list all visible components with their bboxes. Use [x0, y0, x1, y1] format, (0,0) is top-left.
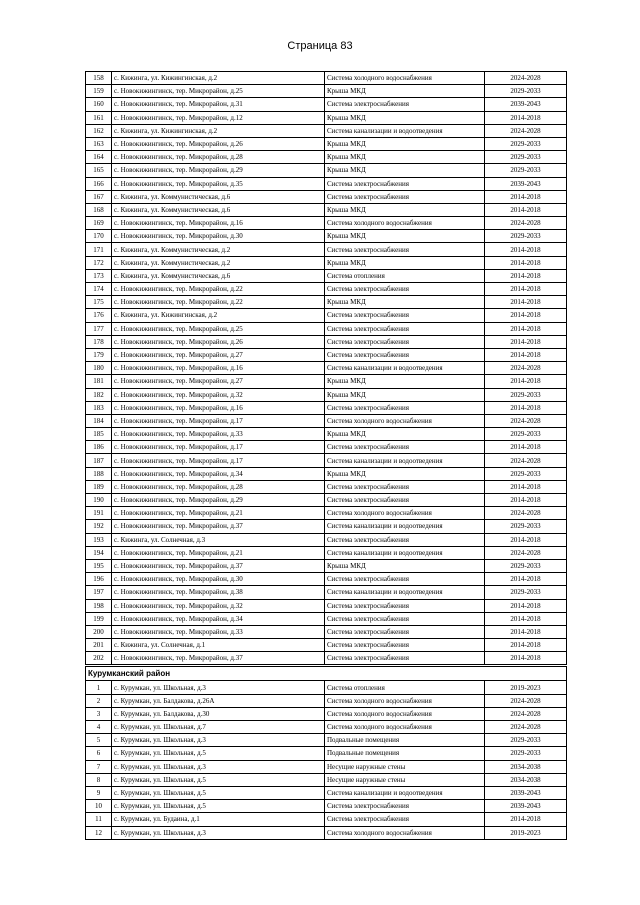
address-cell: с. Новокижингинск, тер. Микрорайон, д.33: [112, 428, 325, 441]
row-number: 190: [86, 494, 112, 507]
address-cell: с. Кижинга, ул. Кижингинская, д.2: [112, 309, 325, 322]
period-cell: 2029-2033: [485, 151, 567, 164]
table-row: [86, 322, 567, 335]
row-number: 159: [86, 85, 112, 98]
address-cell: с. Новокижингинск, тер. Микрорайон, д.28: [112, 151, 325, 164]
period-cell: 2024-2028: [485, 124, 567, 137]
period-cell: 2024-2028: [485, 362, 567, 375]
table-row: [86, 309, 567, 322]
period-cell: 2024-2028: [485, 414, 567, 427]
row-number: 163: [86, 137, 112, 150]
system-cell: Система электроснабжения: [325, 322, 485, 335]
row-number: 165: [86, 164, 112, 177]
table-row: [86, 494, 567, 507]
row-number: 3: [86, 707, 112, 720]
address-cell: с. Новокижингинск, тер. Микрорайон, д.22: [112, 283, 325, 296]
row-number: 192: [86, 520, 112, 533]
period-cell: 2029-2033: [485, 559, 567, 572]
address-cell: с. Новокижингинск, тер. Микрорайон, д.33: [112, 625, 325, 638]
system-cell: Система канализации и водоотведения: [325, 362, 485, 375]
row-number: 11: [86, 813, 112, 826]
table-row: [86, 388, 567, 401]
system-cell: Система электроснабжения: [325, 401, 485, 414]
row-number: 199: [86, 612, 112, 625]
period-cell: 2024-2028: [485, 546, 567, 559]
address-cell: с. Курумкан, ул. Школьная, д.5: [112, 786, 325, 799]
address-cell: с. Новокижингинск, тер. Микрорайон, д.22: [112, 296, 325, 309]
row-number: 7: [86, 760, 112, 773]
table-row: [86, 269, 567, 282]
period-cell: 2029-2033: [485, 747, 567, 760]
system-cell: Система электроснабжения: [325, 309, 485, 322]
system-cell: Крыша МКД: [325, 230, 485, 243]
address-cell: с. Кижинга, ул. Коммунистическая, д.2: [112, 256, 325, 269]
period-cell: 2024-2028: [485, 694, 567, 707]
table-row: [86, 586, 567, 599]
period-cell: 2024-2028: [485, 707, 567, 720]
system-cell: Система отопления: [325, 269, 485, 282]
address-cell: с. Новокижингинск, тер. Микрорайон, д.17: [112, 414, 325, 427]
row-number: 202: [86, 652, 112, 666]
table-row: [86, 151, 567, 164]
address-cell: с. Новокижингинск, тер. Микрорайон, д.30: [112, 230, 325, 243]
period-cell: 2029-2033: [485, 164, 567, 177]
system-cell: Крыша МКД: [325, 388, 485, 401]
table-row: [86, 773, 567, 786]
address-cell: с. Курумкан, ул. Будаина, д.1: [112, 813, 325, 826]
row-number: 168: [86, 203, 112, 216]
row-number: 200: [86, 625, 112, 638]
system-cell: Система электроснабжения: [325, 813, 485, 826]
period-cell: 2014-2018: [485, 573, 567, 586]
table-row: [86, 652, 567, 666]
period-cell: 2039-2043: [485, 800, 567, 813]
system-cell: Система электроснабжения: [325, 98, 485, 111]
row-number: 162: [86, 124, 112, 137]
system-cell: Крыша МКД: [325, 164, 485, 177]
section-header-group: [86, 666, 567, 681]
table-row: [86, 694, 567, 707]
address-cell: с. Новокижингинск, тер. Микрорайон, д.38: [112, 586, 325, 599]
address-cell: с. Новокижингинск, тер. Микрорайон, д.25: [112, 322, 325, 335]
table-row: [86, 243, 567, 256]
system-cell: Система канализации и водоотведения: [325, 786, 485, 799]
address-cell: с. Новокижингинск, тер. Микрорайон, д.28: [112, 480, 325, 493]
row-number: 172: [86, 256, 112, 269]
period-cell: 2014-2018: [485, 203, 567, 216]
address-cell: с. Курумкан, ул. Школьная, д.3: [112, 760, 325, 773]
row-number: 1: [86, 681, 112, 694]
address-cell: с. Новокижингинск, тер. Микрорайон, д.26: [112, 335, 325, 348]
table-row: [86, 533, 567, 546]
address-cell: с. Кижинга, ул. Солнечная, д.1: [112, 639, 325, 652]
period-cell: 2034-2038: [485, 773, 567, 786]
address-cell: с. Новокижингинск, тер. Микрорайон, д.34: [112, 612, 325, 625]
period-cell: 2014-2018: [485, 813, 567, 826]
period-cell: 2019-2023: [485, 681, 567, 694]
system-cell: Система электроснабжения: [325, 348, 485, 361]
address-cell: с. Новокижингинск, тер. Микрорайон, д.16: [112, 362, 325, 375]
system-cell: Система электроснабжения: [325, 652, 485, 666]
system-cell: Система электроснабжения: [325, 441, 485, 454]
system-cell: Система холодного водоснабжения: [325, 707, 485, 720]
period-cell: 2014-2018: [485, 401, 567, 414]
period-cell: 2029-2033: [485, 230, 567, 243]
row-number: 181: [86, 375, 112, 388]
row-number: 201: [86, 639, 112, 652]
address-cell: с. Новокижингинск, тер. Микрорайон, д.30: [112, 573, 325, 586]
table-row: [86, 217, 567, 230]
period-cell: 2024-2028: [485, 454, 567, 467]
row-number: 9: [86, 786, 112, 799]
period-cell: 2014-2018: [485, 348, 567, 361]
row-number: 176: [86, 309, 112, 322]
system-cell: Система электроснабжения: [325, 573, 485, 586]
table-row: [86, 480, 567, 493]
address-cell: с. Курумкан, ул. Школьная, д.7: [112, 721, 325, 734]
table-row: [86, 124, 567, 137]
period-cell: 2014-2018: [485, 111, 567, 124]
row-number: 2: [86, 694, 112, 707]
section-header-row: [86, 666, 567, 681]
system-cell: Система электроснабжения: [325, 283, 485, 296]
system-cell: Система электроснабжения: [325, 599, 485, 612]
period-cell: 2024-2028: [485, 507, 567, 520]
system-cell: Система электроснабжения: [325, 177, 485, 190]
row-number: 189: [86, 480, 112, 493]
address-cell: с. Курумкан, ул. Балдакова, д.30: [112, 707, 325, 720]
system-cell: Крыша МКД: [325, 151, 485, 164]
system-cell: Система холодного водоснабжения: [325, 414, 485, 427]
address-cell: с. Новокижингинск, тер. Микрорайон, д.29: [112, 494, 325, 507]
table-row: [86, 428, 567, 441]
row-number: 196: [86, 573, 112, 586]
system-cell: Система канализации и водоотведения: [325, 586, 485, 599]
period-cell: 2014-2018: [485, 480, 567, 493]
period-cell: 2024-2028: [485, 217, 567, 230]
system-cell: Система холодного водоснабжения: [325, 826, 485, 839]
system-cell: Система холодного водоснабжения: [325, 217, 485, 230]
row-number: 177: [86, 322, 112, 335]
system-cell: Система канализации и водоотведения: [325, 546, 485, 559]
row-number: 174: [86, 283, 112, 296]
table-row: [86, 734, 567, 747]
address-cell: с. Новокижингинск, тер. Микрорайон, д.34: [112, 467, 325, 480]
row-number: 179: [86, 348, 112, 361]
period-cell: 2039-2043: [485, 98, 567, 111]
system-cell: Крыша МКД: [325, 85, 485, 98]
address-cell: с. Новокижингинск, тер. Микрорайон, д.12: [112, 111, 325, 124]
table-row: [86, 401, 567, 414]
system-cell: Система холодного водоснабжения: [325, 72, 485, 85]
table-row: [86, 137, 567, 150]
period-cell: 2029-2033: [485, 85, 567, 98]
period-cell: 2014-2018: [485, 625, 567, 638]
row-number: 185: [86, 428, 112, 441]
address-cell: с. Курумкан, ул. Балдакова, д.26А: [112, 694, 325, 707]
address-cell: с. Новокижингинск, тер. Микрорайон, д.17: [112, 441, 325, 454]
row-number: 186: [86, 441, 112, 454]
row-number: 158: [86, 72, 112, 85]
period-cell: 2014-2018: [485, 652, 567, 666]
row-number: 180: [86, 362, 112, 375]
address-cell: с. Новокижингинск, тер. Микрорайон, д.37: [112, 652, 325, 666]
system-cell: Крыша МКД: [325, 467, 485, 480]
address-cell: с. Курумкан, ул. Школьная, д.5: [112, 747, 325, 760]
period-cell: 2029-2033: [485, 388, 567, 401]
address-cell: с. Новокижингинск, тер. Микрорайон, д.21: [112, 507, 325, 520]
table-row: [86, 190, 567, 203]
row-number: 197: [86, 586, 112, 599]
table-body-part-1: [86, 72, 567, 666]
table-row: [86, 559, 567, 572]
row-number: 10: [86, 800, 112, 813]
row-number: 164: [86, 151, 112, 164]
period-cell: 2014-2018: [485, 283, 567, 296]
period-cell: 2014-2018: [485, 296, 567, 309]
system-cell: Система канализации и водоотведения: [325, 454, 485, 467]
table-row: [86, 230, 567, 243]
row-number: 6: [86, 747, 112, 760]
row-number: 160: [86, 98, 112, 111]
table-row: [86, 85, 567, 98]
period-cell: 2029-2033: [485, 520, 567, 533]
section-title: Курумканский район: [86, 666, 567, 681]
address-cell: с. Новокижингинск, тер. Микрорайон, д.37: [112, 559, 325, 572]
row-number: 193: [86, 533, 112, 546]
address-cell: с. Новокижингинск, тер. Микрорайон, д.17: [112, 454, 325, 467]
table-row: [86, 546, 567, 559]
address-cell: с. Курумкан, ул. Школьная, д.5: [112, 773, 325, 786]
period-cell: 2029-2033: [485, 467, 567, 480]
table-row: [86, 467, 567, 480]
row-number: 178: [86, 335, 112, 348]
table-row: [86, 707, 567, 720]
table-row: [86, 72, 567, 85]
system-cell: Система электроснабжения: [325, 243, 485, 256]
row-number: 4: [86, 721, 112, 734]
table-row: [86, 520, 567, 533]
table-row: [86, 625, 567, 638]
row-number: 183: [86, 401, 112, 414]
period-cell: 2014-2018: [485, 441, 567, 454]
system-cell: Система отопления: [325, 681, 485, 694]
table-row: [86, 721, 567, 734]
period-cell: 2014-2018: [485, 309, 567, 322]
table-row: [86, 164, 567, 177]
row-number: 191: [86, 507, 112, 520]
repair-schedule-table: [85, 71, 567, 840]
system-cell: Система электроснабжения: [325, 335, 485, 348]
system-cell: Крыша МКД: [325, 375, 485, 388]
period-cell: 2014-2018: [485, 256, 567, 269]
period-cell: 2014-2018: [485, 599, 567, 612]
row-number: 173: [86, 269, 112, 282]
period-cell: 2014-2018: [485, 375, 567, 388]
system-cell: Крыша МКД: [325, 256, 485, 269]
address-cell: с. Курумкан, ул. Школьная, д.3: [112, 734, 325, 747]
table-row: [86, 786, 567, 799]
system-cell: Несущие наружные стены: [325, 773, 485, 786]
address-cell: с. Кижинга, ул. Коммунистическая, д.2: [112, 243, 325, 256]
address-cell: с. Новокижингинск, тер. Микрорайон, д.21: [112, 546, 325, 559]
row-number: 184: [86, 414, 112, 427]
table-row: [86, 362, 567, 375]
period-cell: 2024-2028: [485, 72, 567, 85]
row-number: 167: [86, 190, 112, 203]
period-cell: 2014-2018: [485, 612, 567, 625]
address-cell: с. Новокижингинск, тер. Микрорайон, д.31: [112, 98, 325, 111]
row-number: 5: [86, 734, 112, 747]
address-cell: с. Кижинга, ул. Кижингинская, д.2: [112, 124, 325, 137]
period-cell: 2039-2043: [485, 786, 567, 799]
table-row: [86, 441, 567, 454]
period-cell: 2024-2028: [485, 721, 567, 734]
system-cell: Крыша МКД: [325, 296, 485, 309]
address-cell: с. Новокижингинск, тер. Микрорайон, д.37: [112, 520, 325, 533]
row-number: 198: [86, 599, 112, 612]
table-row: [86, 177, 567, 190]
address-cell: с. Курумкан, ул. Школьная, д.5: [112, 800, 325, 813]
system-cell: Система холодного водоснабжения: [325, 694, 485, 707]
row-number: 12: [86, 826, 112, 839]
table-row: [86, 747, 567, 760]
address-cell: с. Новокижингинск, тер. Микрорайон, д.27: [112, 348, 325, 361]
address-cell: с. Кижинга, ул. Коммунистическая, д.6: [112, 203, 325, 216]
system-cell: Крыша МКД: [325, 137, 485, 150]
system-cell: Система холодного водоснабжения: [325, 507, 485, 520]
system-cell: Крыша МКД: [325, 559, 485, 572]
row-number: 194: [86, 546, 112, 559]
address-cell: с. Кижинга, ул. Коммунистическая, д.6: [112, 269, 325, 282]
table-row: [86, 283, 567, 296]
address-cell: с. Новокижингинск, тер. Микрорайон, д.29: [112, 164, 325, 177]
row-number: 161: [86, 111, 112, 124]
table-row: [86, 203, 567, 216]
system-cell: Система электроснабжения: [325, 480, 485, 493]
system-cell: Подвальные помещения: [325, 734, 485, 747]
system-cell: Подвальные помещения: [325, 747, 485, 760]
address-cell: с. Новокижингинск, тер. Микрорайон, д.16: [112, 217, 325, 230]
period-cell: 2029-2033: [485, 734, 567, 747]
period-cell: 2014-2018: [485, 533, 567, 546]
table-row: [86, 813, 567, 826]
system-cell: Система электроснабжения: [325, 190, 485, 203]
table-row: [86, 639, 567, 652]
table-row: [86, 296, 567, 309]
address-cell: с. Новокижингинск, тер. Микрорайон, д.27: [112, 375, 325, 388]
row-number: 175: [86, 296, 112, 309]
system-cell: Система электроснабжения: [325, 612, 485, 625]
period-cell: 2034-2038: [485, 760, 567, 773]
address-cell: с. Новокижингинск, тер. Микрорайон, д.16: [112, 401, 325, 414]
row-number: 188: [86, 467, 112, 480]
row-number: 8: [86, 773, 112, 786]
address-cell: с. Кижинга, ул. Коммунистическая, д.6: [112, 190, 325, 203]
system-cell: Система электроснабжения: [325, 625, 485, 638]
system-cell: Система электроснабжения: [325, 533, 485, 546]
table-row: [86, 414, 567, 427]
system-cell: Система канализации и водоотведения: [325, 520, 485, 533]
system-cell: Система холодного водоснабжения: [325, 721, 485, 734]
table-row: [86, 111, 567, 124]
period-cell: 2019-2023: [485, 826, 567, 839]
address-cell: с. Курумкан, ул. Школьная, д.3: [112, 826, 325, 839]
row-number: 170: [86, 230, 112, 243]
row-number: 187: [86, 454, 112, 467]
period-cell: 2014-2018: [485, 322, 567, 335]
row-number: 195: [86, 559, 112, 572]
period-cell: 2029-2033: [485, 428, 567, 441]
period-cell: 2014-2018: [485, 335, 567, 348]
table-body-part-2: [86, 681, 567, 839]
address-cell: с. Кижинга, ул. Солнечная, д.3: [112, 533, 325, 546]
row-number: 166: [86, 177, 112, 190]
address-cell: с. Кижинга, ул. Кижингинская, д.2: [112, 72, 325, 85]
address-cell: с. Новокижингинск, тер. Микрорайон, д.35: [112, 177, 325, 190]
table-row: [86, 681, 567, 694]
period-cell: 2014-2018: [485, 243, 567, 256]
table-row: [86, 256, 567, 269]
period-cell: 2014-2018: [485, 190, 567, 203]
system-cell: Система электроснабжения: [325, 800, 485, 813]
page-title: Страница 83: [287, 40, 353, 52]
row-number: 169: [86, 217, 112, 230]
period-cell: 2029-2033: [485, 137, 567, 150]
table-row: [86, 800, 567, 813]
row-number: 182: [86, 388, 112, 401]
table-row: [86, 348, 567, 361]
system-cell: Крыша МКД: [325, 203, 485, 216]
row-number: 171: [86, 243, 112, 256]
address-cell: с. Новокижингинск, тер. Микрорайон, д.32: [112, 388, 325, 401]
table-row: [86, 454, 567, 467]
address-cell: с. Новокижингинск, тер. Микрорайон, д.25: [112, 85, 325, 98]
system-cell: Крыша МКД: [325, 428, 485, 441]
table-row: [86, 98, 567, 111]
address-cell: с. Новокижингинск, тер. Микрорайон, д.26: [112, 137, 325, 150]
table-row: [86, 507, 567, 520]
system-cell: Крыша МКД: [325, 111, 485, 124]
system-cell: Система электроснабжения: [325, 639, 485, 652]
period-cell: 2029-2033: [485, 586, 567, 599]
table-row: [86, 826, 567, 839]
period-cell: 2039-2043: [485, 177, 567, 190]
period-cell: 2014-2018: [485, 639, 567, 652]
address-cell: с. Курумкан, ул. Школьная, д.3: [112, 681, 325, 694]
table-row: [86, 599, 567, 612]
table-row: [86, 760, 567, 773]
system-cell: Система канализации и водоотведения: [325, 124, 485, 137]
period-cell: 2014-2018: [485, 494, 567, 507]
system-cell: Система электроснабжения: [325, 494, 485, 507]
table-row: [86, 375, 567, 388]
period-cell: 2014-2018: [485, 269, 567, 282]
table-row: [86, 612, 567, 625]
address-cell: с. Новокижингинск, тер. Микрорайон, д.32: [112, 599, 325, 612]
table-row: [86, 573, 567, 586]
table-row: [86, 335, 567, 348]
system-cell: Несущие наружные стены: [325, 760, 485, 773]
